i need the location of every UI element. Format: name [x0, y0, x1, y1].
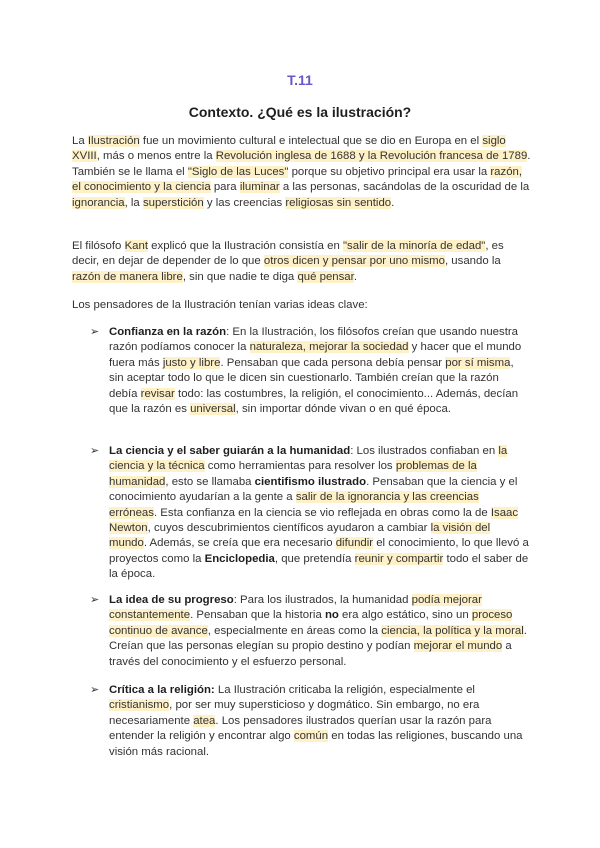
- text-run: porque su objetivo principal era usar la: [288, 165, 491, 178]
- highlight: siglo XVIII: [72, 135, 506, 163]
- text-run: , sin que nadie te diga: [182, 270, 298, 283]
- highlight: por sí misma: [445, 356, 511, 369]
- text-run: , sin importar dónde vivan o en qué época.: [235, 403, 451, 416]
- text-run: , usando la: [444, 255, 501, 268]
- text-run: : Para los ilustrados, la humanidad: [233, 594, 412, 606]
- bold-term: Enciclopedia: [204, 552, 275, 565]
- text-run: . Pensaban que la ciencia y el conocimiento ayudarían a la gente a: [109, 475, 518, 504]
- bullet-lead: La ciencia y el saber guiarán a la humanidad: [109, 445, 351, 457]
- highlight: superstición: [142, 196, 204, 209]
- text-run: todo el saber de la época.: [109, 552, 529, 581]
- text-run: , esto se llamaba: [165, 475, 255, 488]
- text-run: como herramientas para resolver los: [204, 460, 396, 473]
- text-run: , especialmente en áreas como la: [207, 624, 382, 637]
- text-run: todo: las costumbres, la religión, el conocimiento... Además, decían que la razón es: [109, 387, 519, 416]
- topic-tag: T.11: [287, 72, 313, 88]
- text-run: fue un movimiento cultural e intelectual que se dio en Europa en el: [139, 135, 483, 147]
- text-run: , que pretendía: [274, 552, 355, 565]
- text-run: , sin aceptar todo lo que le dicen sin cuestionarlo. También creían que la razón debía: [109, 356, 514, 400]
- highlight: podía mejorar constantemente: [109, 594, 482, 622]
- bold-term: no: [324, 609, 339, 622]
- highlight: Kant: [124, 240, 148, 252]
- highlight: "salir de la minoría de edad": [343, 240, 486, 252]
- highlight: Ilustración: [87, 135, 140, 147]
- text-run: . También se le llama el: [72, 150, 531, 178]
- text-run: a las personas, sacándolas de la oscuridad de la: [279, 181, 530, 194]
- text-run: , es decir, en dejar de depender de lo que: [72, 240, 504, 268]
- highlight: justo y libre: [162, 356, 221, 369]
- highlight: salir de la ignorancia y las creencias erróneas: [109, 491, 479, 519]
- text-run: a través del conocimiento y el esfuerzo personal.: [109, 640, 512, 668]
- bullet-lead: Crítica a la religión:: [109, 684, 215, 696]
- highlight: ignorancia: [72, 196, 125, 209]
- intro-paragraph: [72, 134, 532, 211]
- highlight: universal: [190, 403, 236, 416]
- text-run: el conocimiento, lo que llevó a proyectos como la: [109, 537, 529, 565]
- text-run: La: [72, 135, 88, 147]
- text-run: .: [391, 196, 395, 209]
- highlight: proceso continuo de avance: [109, 609, 513, 637]
- kant-paragraph: [72, 239, 532, 285]
- arrow-bullet-icon: ➢: [90, 684, 100, 696]
- bold-term: cientifismo ilustrado: [254, 475, 367, 488]
- text-run: era algo estático, sino un: [338, 609, 472, 622]
- text-run: .: [353, 270, 357, 283]
- text-run: . Creían que las personas elegían su propio destino y podían: [109, 624, 527, 653]
- text-run: , más o menos entre la: [96, 150, 216, 163]
- highlight: otros dicen y pensar por uno mismo: [263, 255, 445, 268]
- highlight: revisar: [140, 387, 175, 400]
- text-run: La Ilustración criticaba la religión, especialmente el: [214, 684, 475, 696]
- highlight: reunir y compartir: [354, 552, 444, 565]
- text-run: : En la Ilustración, los filósofos creían que usando nuestra razón podíamos conocer la: [109, 326, 518, 354]
- highlight: problemas de la humanidad: [109, 460, 477, 488]
- highlight: religiosas sin sentido: [285, 196, 392, 209]
- bullet-item-reason: [90, 325, 529, 417]
- text-run: , cuyos descubrimientos científicos ayudaron a cambiar: [147, 522, 431, 535]
- highlight: cristianismo: [109, 699, 170, 712]
- highlight: Revolución inglesa de 1688 y la Revolución francesa de 1789: [215, 150, 528, 163]
- key-ideas-intro: Los pensadores de la Ilustración tenían varias ideas clave:: [72, 299, 368, 311]
- text-run: . Esta confianza en la ciencia se vio reflejada en obras como la de: [153, 506, 491, 519]
- text-run: explicó que la Ilustración consistía en: [148, 240, 344, 252]
- highlight: razón de manera libre: [72, 270, 183, 283]
- highlight: iluminar: [239, 181, 280, 194]
- highlight: mejorar el mundo: [413, 640, 503, 653]
- bullet-item-science: [90, 444, 529, 583]
- text-run: , por ser muy supersticioso y dogmático. Sin embargo, no era necesariamente: [109, 699, 480, 727]
- highlight: común: [293, 730, 329, 743]
- highlight: razón, el conocimiento y la ciencia: [72, 165, 523, 194]
- highlight: naturaleza, mejorar la sociedad: [249, 341, 409, 354]
- highlight: la ciencia y la técnica: [109, 445, 508, 473]
- text-run: , la: [124, 196, 143, 209]
- text-run: . Pensaban que la historia: [190, 609, 325, 622]
- highlight: Isaac Newton: [109, 506, 519, 535]
- highlight: atea: [193, 714, 216, 727]
- text-run: y hacer que el mundo fuera más: [109, 341, 522, 369]
- highlight: la visión del mundo: [109, 522, 491, 550]
- text-run: y las creencias: [203, 196, 286, 209]
- text-run: El filósofo: [72, 240, 125, 252]
- highlight: qué pensar: [297, 270, 354, 283]
- text-run: . Pensaban que cada persona debía pensar: [220, 356, 446, 369]
- text-run: . Los pensadores ilustrados querían usar la razón para entender la religión y encontrar algo: [109, 714, 492, 743]
- highlight: difundir: [335, 537, 374, 550]
- text-run: : Los ilustrados confiaban en: [350, 445, 499, 457]
- text-run: . Además, se creía que era necesario: [143, 537, 336, 550]
- highlight: ciencia, la política y la moral: [381, 624, 524, 637]
- arrow-bullet-icon: ➢: [90, 445, 100, 457]
- bullet-item-progress: [90, 593, 529, 670]
- highlight: "Siglo de las Luces": [187, 165, 289, 178]
- arrow-bullet-icon: ➢: [90, 326, 100, 338]
- bullet-lead: Confianza en la razón: [109, 326, 227, 338]
- text-run: en todas las religiones, buscando una visión más racional.: [109, 730, 523, 758]
- page-title: Contexto. ¿Qué es la ilustración?: [188, 104, 412, 120]
- text-run: para: [210, 181, 240, 194]
- bullet-item-religion: [90, 683, 529, 760]
- bullet-lead: La idea de su progreso: [109, 594, 234, 606]
- arrow-bullet-icon: ➢: [90, 594, 100, 606]
